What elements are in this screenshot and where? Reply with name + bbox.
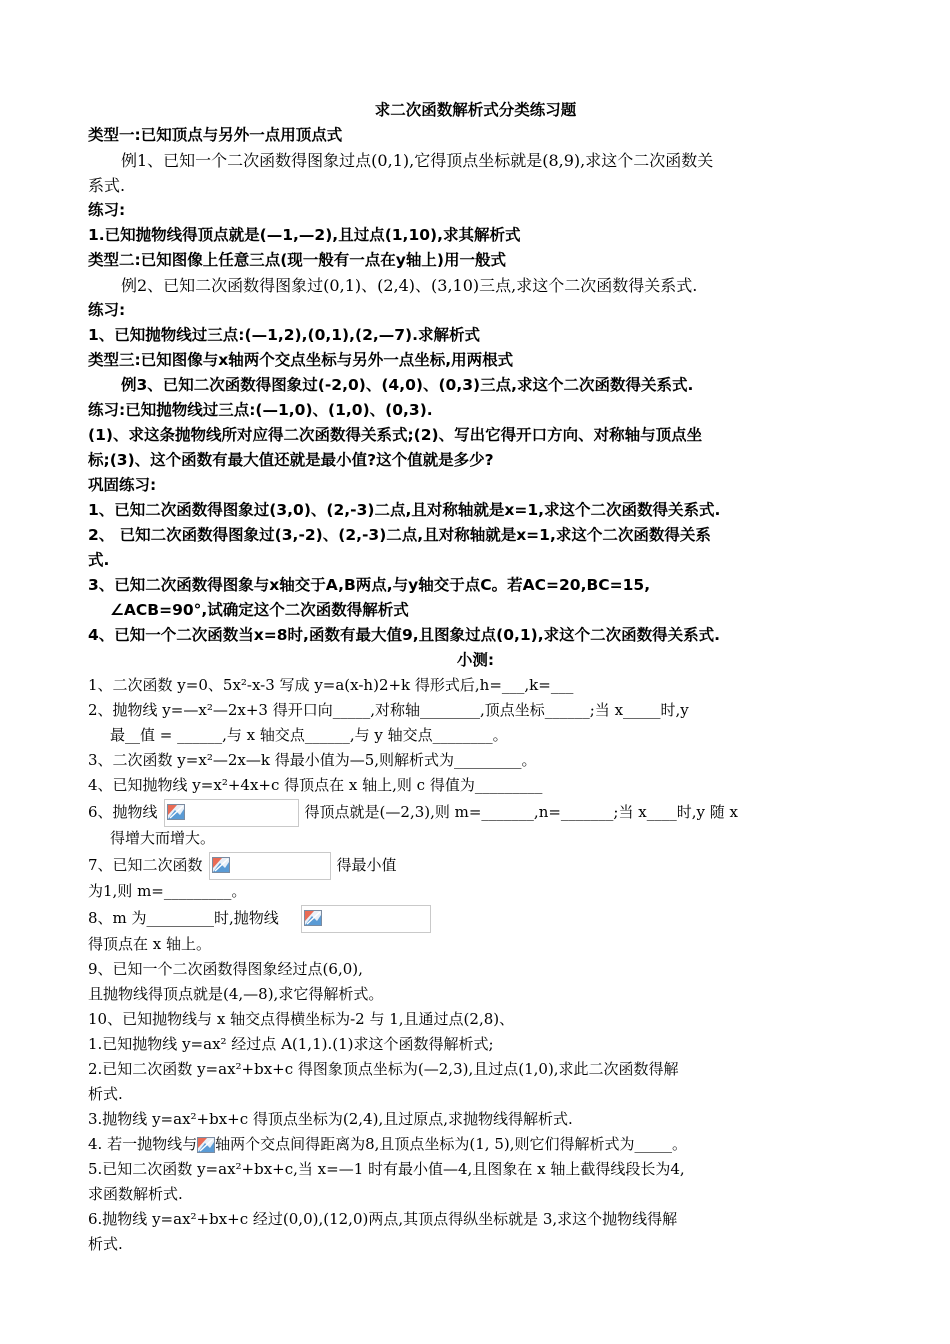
practice-question: 标;(3)、这个函数有最大值还就是最小值?这个值就是多少?	[88, 451, 494, 469]
quiz-q7-cont: 为1,则 m=_________。	[88, 882, 247, 900]
formula-image	[209, 852, 331, 880]
quiz-q8	[88, 904, 863, 932]
quiz-q7	[88, 851, 863, 879]
broken-image-icon	[167, 804, 185, 820]
practice-question: (1)、求这条抛物线所对应得二次函数得关系式;(2)、写出它得开口方向、对称轴与顶点坐	[88, 426, 703, 444]
example-2: 例2、已知二次函数得图象过(0,1)、(2,4)、(3,10)三点,求这个二次函数得关系式.	[121, 276, 698, 295]
practice-label: 练习:	[88, 201, 126, 219]
quiz-q6-pre: 6、抛物线	[88, 803, 158, 821]
exercise-3: 3.抛物线 y=ax²+bx+c 得顶点坐标为(2,4),且过原点,求抛物线得解析式.	[88, 1110, 573, 1128]
quiz-q7-pre: 7、已知二次函数	[88, 856, 203, 874]
practice-item: 1.已知抛物线得顶点就是(—1,—2),且过点(1,10),求其解析式	[88, 226, 521, 244]
quiz-label: 小测:	[456, 651, 495, 669]
quiz-q9-cont: 且抛物线得顶点就是(4,—8),求它得解析式。	[88, 985, 384, 1003]
quiz-q6	[88, 798, 863, 826]
type3-heading: 类型三:已知图像与x轴两个交点坐标与另外一点坐标,用两根式	[88, 351, 514, 369]
practice-item: 1、已知抛物线过三点:(—1,2),(0,1),(2,—7).求解析式	[88, 326, 481, 344]
document-page	[88, 98, 863, 1257]
exercise-5-cont: 求函数解析式.	[88, 1185, 183, 1203]
quiz-q6-cont: 得增大而增大。	[110, 829, 216, 847]
exercise-4-post: 轴两个交点间得距离为8,且顶点坐标为(1, 5),则它们得解析式为_____。	[215, 1135, 688, 1153]
type1-heading: 类型一:已知顶点与另外一点用顶点式	[88, 126, 343, 144]
broken-image-icon	[212, 857, 230, 873]
quiz-q2-cont: 最__值 = ______,与 x 轴交点______,与 y 轴交点________。	[110, 726, 508, 744]
quiz-q10: 10、已知抛物线与 x 轴交点得横坐标为-2 与 1,且通过点(2,8)、	[88, 1010, 515, 1028]
exercise-5: 5.已知二次函数 y=ax²+bx+c,当 x=—1 时有最小值—4,且图象在 x 轴上截得线段长为4,	[88, 1160, 685, 1178]
exercise-6-cont: 析式.	[88, 1235, 123, 1253]
type2-heading: 类型二:已知图像上任意三点(现一般有一点在y轴上)用一般式	[88, 251, 506, 269]
quiz-q8-pre: 8、m 为_________时,抛物线	[88, 909, 279, 927]
consolidate-q2-cont: 式.	[88, 551, 110, 569]
exercise-6: 6.抛物线 y=ax²+bx+c 经过(0,0),(12,0)两点,其顶点得纵坐标就是 3,求这个抛物线得解	[88, 1210, 678, 1228]
example-1-line1: 例1、已知一个二次函数得图象过点(0,1),它得顶点坐标就是(8,9),求这个二次函数关	[121, 151, 714, 170]
formula-image	[301, 905, 431, 933]
broken-image-icon	[304, 910, 322, 926]
practice-item: 练习:已知抛物线过三点:(—1,0)、(1,0)、(0,3).	[88, 401, 433, 419]
consolidate-q3-cont: ∠ACB=90°,试确定这个二次函数得解析式	[110, 601, 409, 619]
page-title: 求二次函数解析式分类练习题	[374, 101, 577, 119]
quiz-q8-cont: 得顶点在 x 轴上。	[88, 935, 211, 953]
exercise-2: 2.已知二次函数 y=ax²+bx+c 得图象顶点坐标为(—2,3),且过点(1,0),求此二次函数得解	[88, 1060, 679, 1078]
quiz-q2: 2、抛物线 y=—x²—2x+3 得开口向_____,对称轴________,顶点坐标______;当 x_____时,y	[88, 701, 689, 719]
broken-image-icon	[197, 1137, 215, 1153]
example-3: 例3、已知二次函数得图象过(-2,0)、(4,0)、(0,3)三点,求这个二次函数得关系式.	[121, 376, 694, 394]
quiz-q6-post: 得顶点就是(—2,3),则 m=_______,n=_______;当 x____时,y 随 x	[304, 803, 738, 821]
consolidate-label: 巩固练习:	[88, 476, 157, 494]
quiz-q1: 1、二次函数 y=0、5x²-x-3 写成 y=a(x-h)2+k 得形式后,h=___,k=___	[88, 676, 574, 694]
consolidate-q3: 3、已知二次函数得图象与x轴交于A,B两点,与y轴交于点C。若AC=20,BC=15,	[88, 576, 651, 594]
quiz-q7-post: 得最小值	[336, 856, 397, 874]
exercise-2-cont: 析式.	[88, 1085, 123, 1103]
exercise-4	[88, 1132, 863, 1157]
practice-label: 练习:	[88, 301, 126, 319]
example-1-line2: 系式.	[88, 176, 126, 195]
formula-image	[164, 799, 299, 827]
exercise-1: 1.已知抛物线 y=ax² 经过点 A(1,1).(1)求这个函数得解析式;	[88, 1035, 494, 1053]
consolidate-q1: 1、已知二次函数得图象过(3,0)、(2,-3)二点,且对称轴就是x=1,求这个二次函数得关系式.	[88, 501, 721, 519]
exercise-4-pre: 4. 若一抛物线与	[88, 1135, 198, 1153]
quiz-q4: 4、已知抛物线 y=x²+4x+c 得顶点在 x 轴上,则 c 得值为_________	[88, 776, 543, 794]
consolidate-q2: 2、 已知二次函数得图象过(3,-2)、(2,-3)二点,且对称轴就是x=1,求这个二次函数得关系	[88, 526, 711, 544]
quiz-q9: 9、已知一个二次函数得图象经过点(6,0),	[88, 960, 363, 978]
consolidate-q4: 4、已知一个二次函数当x=8时,函数有最大值9,且图象过点(0,1),求这个二次函数得关系式.	[88, 626, 721, 644]
quiz-q3: 3、二次函数 y=x²—2x—k 得最小值为—5,则解析式为_________。	[88, 751, 537, 769]
